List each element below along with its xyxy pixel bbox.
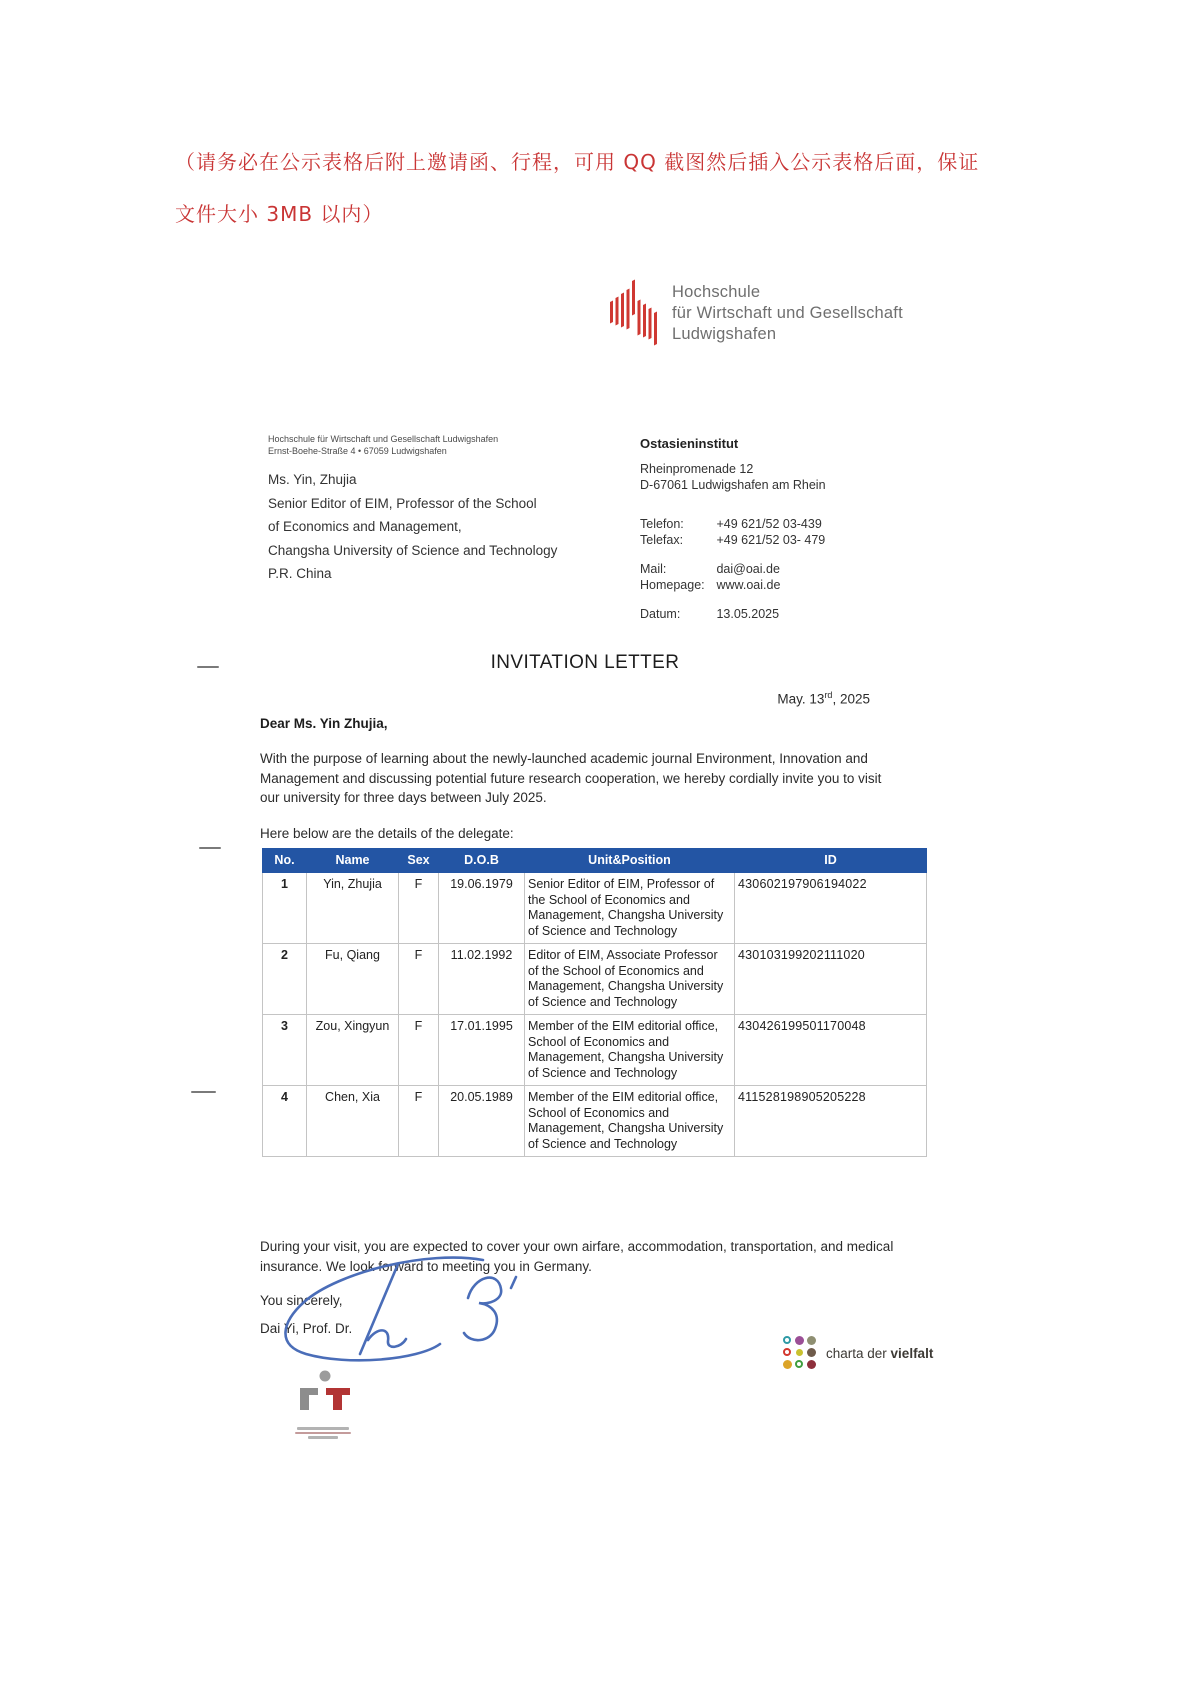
table-intro: Here below are the details of the delegate:: [260, 826, 514, 841]
cell-no: 4: [263, 1086, 307, 1157]
letter-date: [590, 690, 870, 707]
mail-value: dai@oai.de: [716, 562, 780, 576]
letter-date-day: May. 13: [777, 691, 825, 707]
cell-dob: 11.02.1992: [439, 944, 525, 1015]
institute-name: Ostasieninstitut: [640, 436, 739, 451]
sender-line-1: Hochschule für Wirtschaft und Gesellschaft Ludwigshafen: [268, 434, 499, 444]
table-row: [263, 944, 927, 1015]
homepage-label: Homepage:: [640, 578, 705, 592]
phone-label: Telefon:: [640, 517, 684, 531]
signoff-sincerely: You sincerely,: [260, 1293, 343, 1308]
recipient-line: Changsha University of Science and Technology: [268, 542, 558, 558]
cell-dob: 20.05.1989: [439, 1086, 525, 1157]
hochschule-logo-icon: [602, 274, 666, 350]
cell-sex: F: [399, 873, 439, 944]
cell-unit: Member of the EIM editorial office, School of Economics and Management, Changsha University of Science and Technology: [525, 1086, 735, 1157]
fax-value: +49 621/52 03- 479: [716, 533, 826, 547]
recipient-line: Senior Editor of EIM, Professor of the School: [268, 495, 537, 511]
fax-label: Telefax:: [640, 533, 684, 547]
cell-name: Yin, Zhujia: [307, 873, 399, 944]
logo-line-2: für Wirtschaft und Gesellschaft: [672, 304, 903, 322]
cell-name: Zou, Xingyun: [307, 1015, 399, 1086]
contact-mail-row: [640, 561, 780, 577]
salutation: Dear Ms. Yin Zhujia,: [260, 716, 388, 731]
cell-name: Fu, Qiang: [307, 944, 399, 1015]
red-note-line-2: 文件大小 3MB 以内）: [175, 202, 384, 226]
header-dob: D.O.B: [439, 849, 525, 873]
date-label: Datum:: [640, 607, 681, 621]
charta-wordmark: [826, 1346, 933, 1361]
contact-homepage-row: [640, 577, 780, 593]
sender-return-address: [268, 434, 498, 457]
scan-fold-mark: [191, 1091, 216, 1093]
phone-value: +49 621/52 03-439: [716, 517, 822, 531]
cell-no: 3: [263, 1015, 307, 1086]
header-name: Name: [307, 849, 399, 873]
hochschule-logo-wordmark: [672, 282, 903, 345]
cell-dob: 17.01.1995: [439, 1015, 525, 1086]
institute-street: Rheinpromenade 12: [640, 462, 754, 476]
cell-sex: F: [399, 1015, 439, 1086]
scan-fold-mark: [197, 666, 219, 668]
cell-no: 1: [263, 873, 307, 944]
contact-phone-row: [640, 516, 822, 532]
recipient-address: [268, 468, 557, 586]
contact-date-row: [640, 606, 779, 622]
mail-label: Mail:: [640, 562, 667, 576]
table-header-row: [263, 849, 927, 873]
charta-der-vielfalt-logo: [783, 1336, 933, 1370]
charta-text-regular: charta der: [826, 1345, 891, 1361]
institute-city: D-67061 Ludwigshafen am Rhein: [640, 478, 826, 492]
cell-name: Chen, Xia: [307, 1086, 399, 1157]
charta-dots-icon: [783, 1336, 817, 1370]
logo-line-1: Hochschule: [672, 283, 761, 301]
contact-fax-row: [640, 532, 825, 548]
recipient-line: Ms. Yin, Zhujia: [268, 472, 357, 487]
cell-id: 430103199202111020: [735, 944, 927, 1015]
table-row: [263, 873, 927, 944]
cell-sex: F: [399, 944, 439, 1015]
table-row: [263, 1015, 927, 1086]
closing-paragraph: During your visit, you are expected to cover your own airfare, accommodation, transportation, and medical insurance. We look forward to meeting you in Germany.: [260, 1239, 894, 1274]
letter-date-year: , 2025: [832, 691, 870, 707]
letter-date-ordinal: rd: [824, 690, 833, 700]
homepage-value: www.oai.de: [716, 578, 781, 592]
body-paragraph: With the purpose of learning about the newly-launched academic journal Environment, Innovation and Management and discussing potential future research cooperation, we hereby cordially invite you to visit our university for three days between July 2025.: [260, 751, 882, 805]
header-unit: Unit&Position: [525, 849, 735, 873]
date-value: 13.05.2025: [716, 607, 780, 621]
institute-address: [640, 461, 826, 493]
header-id: ID: [735, 849, 927, 873]
sender-line-2: Ernst-Boehe-Straße 4 • 67059 Ludwigshafen: [268, 445, 447, 456]
letter-title: INVITATION LETTER: [490, 652, 680, 673]
cell-sex: F: [399, 1086, 439, 1157]
total-e-quality-award-icon: [288, 1368, 358, 1446]
header-no: No.: [263, 849, 307, 873]
logo-line-3: Ludwigshafen: [672, 325, 777, 343]
delegates-table: [262, 848, 927, 1157]
cell-unit: Senior Editor of EIM, Professor of the School of Economics and Management, Changsha University of Science and Technology: [525, 873, 735, 944]
cell-dob: 19.06.1979: [439, 873, 525, 944]
cell-id: 430426199501170048: [735, 1015, 927, 1086]
charta-text-bold: vielfalt: [890, 1345, 934, 1361]
header-sex: Sex: [399, 849, 439, 873]
scan-fold-mark: [199, 847, 221, 849]
recipient-line: P.R. China: [268, 566, 332, 581]
cell-unit: Editor of EIM, Associate Professor of the School of Economics and Management, Changsha University of Science and Technology: [525, 944, 735, 1015]
cell-unit: Member of the EIM editorial office, School of Economics and Management, Changsha University of Science and Technology: [525, 1015, 735, 1086]
cell-id: 411528198905205228: [735, 1086, 927, 1157]
red-note-line-1: （请务必在公示表格后附上邀请函、行程，可用 QQ 截图然后插入公示表格后面，保证: [175, 150, 980, 174]
cell-id: 430602197906194022: [735, 873, 927, 944]
signoff-name: Dai Yi, Prof. Dr.: [260, 1321, 353, 1336]
table-row: [263, 1086, 927, 1157]
cell-no: 2: [263, 944, 307, 1015]
recipient-line: of Economics and Management,: [268, 519, 462, 534]
